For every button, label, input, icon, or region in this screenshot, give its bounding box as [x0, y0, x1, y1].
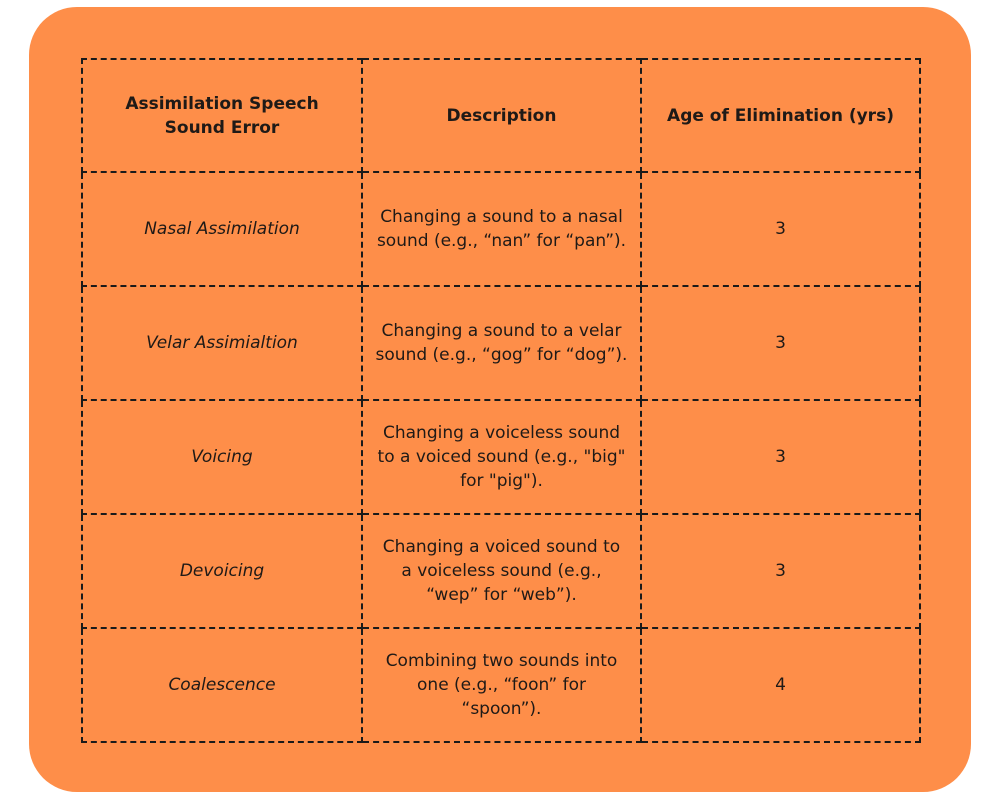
cell-description: Changing a voiced sound to a voiceless sound (e.g., “wep” for “web”).	[362, 514, 641, 628]
cell-age: 3	[641, 172, 920, 286]
cell-description: Changing a sound to a velar sound (e.g., “gog” for “dog”).	[362, 286, 641, 400]
cell-age: 3	[641, 400, 920, 514]
table-row	[82, 628, 920, 742]
header-age: Age of Elimination (yrs)	[641, 59, 920, 172]
speech-error-table	[81, 58, 921, 743]
cell-age: 3	[641, 514, 920, 628]
table-row	[82, 400, 920, 514]
cell-age: 4	[641, 628, 920, 742]
header-description: Description	[362, 59, 641, 172]
table-row	[82, 286, 920, 400]
cell-error: Velar Assimialtion	[82, 286, 362, 400]
cell-error: Devoicing	[82, 514, 362, 628]
table-row	[82, 514, 920, 628]
header-error: Assimilation Speech Sound Error	[82, 59, 362, 172]
table-row	[82, 172, 920, 286]
cell-error: Coalescence	[82, 628, 362, 742]
cell-error: Nasal Assimilation	[82, 172, 362, 286]
table-header-row	[82, 59, 920, 172]
cell-description: Changing a sound to a nasal sound (e.g., “nan” for “pan”).	[362, 172, 641, 286]
cell-description: Changing a voiceless sound to a voiced sound (e.g., "big" for "pig").	[362, 400, 641, 514]
cell-age: 3	[641, 286, 920, 400]
cell-error: Voicing	[82, 400, 362, 514]
cell-description: Combining two sounds into one (e.g., “foon” for “spoon”).	[362, 628, 641, 742]
